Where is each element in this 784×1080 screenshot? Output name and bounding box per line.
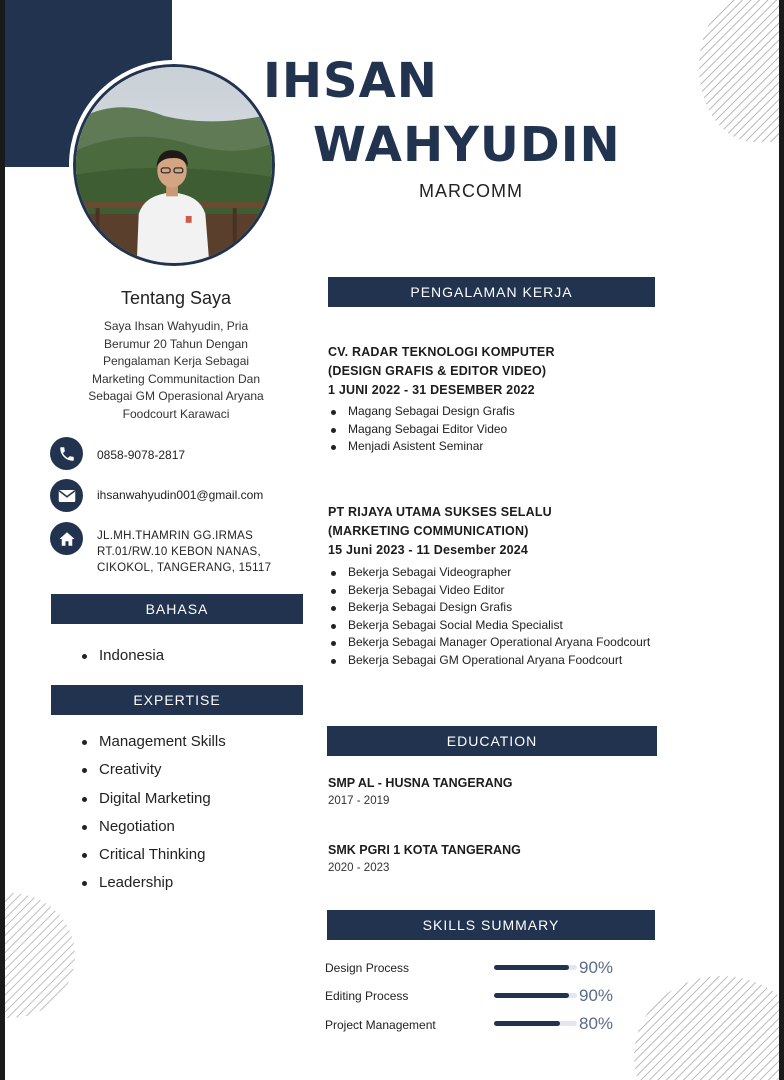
job-company: CV. RADAR TEKNOLOGI KOMPUTER [328, 345, 555, 359]
home-icon [50, 522, 83, 555]
skill-bar [494, 965, 577, 970]
job-duty: Menjadi Asistent Seminar [328, 438, 515, 456]
profile-photo [69, 60, 279, 270]
skill-bar [494, 1021, 577, 1026]
job-company: PT RIJAYA UTAMA SUKSES SELALU [328, 505, 552, 519]
skill-bar-fill [494, 993, 569, 998]
about-line: Pengalaman Kerja Sebagai [102, 354, 250, 368]
address-line: JL.MH.THAMRIN GG.IRMAS [97, 530, 254, 542]
email-address: ihsanwahyudin001@gmail.com [97, 488, 264, 502]
job-duties-list [328, 564, 650, 669]
job-position: (MARKETING COMMUNICATION) [328, 524, 529, 538]
skill-bar-fill [494, 1021, 560, 1026]
hatched-circle-decoration [5, 893, 75, 1018]
phone-number: 0858-9078-2817 [97, 448, 186, 462]
job-header [328, 503, 552, 560]
skill-bar [494, 993, 577, 998]
education-years: 2017 - 2019 [328, 795, 390, 807]
about-line: Sebagai GM Operasional Aryana [88, 389, 264, 403]
job-position: (DESIGN GRAFIS & EDITOR VIDEO) [328, 364, 547, 378]
skill-label: Editing Process [325, 989, 409, 1003]
job-duty: Bekerja Sebagai Videographer [328, 564, 650, 582]
job-header [328, 343, 555, 400]
language-section-header: BAHASA [51, 594, 303, 624]
job-duty: Bekerja Sebagai Manager Operational Aryana Foodcourt [328, 634, 650, 652]
about-text [51, 318, 301, 423]
profile-photo-image [76, 67, 272, 263]
skill-label: Project Management [325, 1018, 436, 1032]
job-period: 1 JUNI 2022 - 31 DESEMBER 2022 [328, 383, 535, 397]
education-years: 2020 - 2023 [328, 862, 390, 874]
expertise-item: Negotiation [79, 813, 226, 841]
resume-page [5, 0, 779, 1080]
about-line: Foodcourt Karawaci [122, 406, 230, 421]
last-name: WAHYUDIN [313, 117, 621, 173]
about-title: Tentang Saya [120, 288, 232, 308]
job-duty: Bekerja Sebagai Design Grafis [328, 599, 650, 617]
job-duty: Bekerja Sebagai Video Editor [328, 582, 650, 600]
address-line: RT.01/RW.10 KEBON NANAS, [97, 546, 261, 558]
language-item: Indonesia [79, 646, 164, 666]
about-line: Saya Ihsan Wahyudin, Pria [103, 319, 249, 333]
language-list [79, 646, 164, 666]
job-duties-list [328, 403, 515, 456]
job-duty: Magang Sebagai Design Grafis [328, 403, 515, 421]
experience-section-header: PENGALAMAN KERJA [328, 277, 655, 307]
skills-section-header: SKILLS SUMMARY [327, 910, 655, 940]
job-duty: Bekerja Sebagai GM Operational Aryana Foodcourt [328, 652, 650, 670]
job-role: MARCOMM [419, 181, 523, 201]
expertise-section-header: EXPERTISE [51, 685, 303, 715]
hatched-circle-decoration [699, 0, 779, 142]
skill-label: Design Process [325, 961, 410, 975]
address-line: CIKOKOL, TANGERANG, 15117 [97, 562, 272, 574]
skill-percent: 80% [579, 1014, 614, 1033]
expertise-item: Leadership [79, 869, 226, 897]
mail-icon [50, 479, 83, 512]
expertise-item: Management Skills [79, 728, 226, 756]
first-name: IHSAN [263, 53, 438, 109]
about-line: Marketing Communitaction Dan [91, 371, 261, 386]
education-school: SMP AL - HUSNA TANGERANG [328, 776, 513, 790]
expertise-item: Critical Thinking [79, 841, 226, 869]
expertise-item: Creativity [79, 756, 226, 784]
home-address [97, 528, 271, 576]
education-school: SMK PGRI 1 KOTA TANGERANG [328, 843, 521, 857]
skill-percent: 90% [579, 958, 614, 977]
education-section-header: EDUCATION [327, 726, 657, 756]
skill-bar-fill [494, 965, 569, 970]
about-line: Berumur 20 Tahun Dengan [104, 336, 248, 351]
job-period: 15 Juni 2023 - 11 Desember 2024 [328, 543, 529, 557]
expertise-list [79, 728, 226, 898]
job-duty: Bekerja Sebagai Social Media Specialist [328, 617, 650, 635]
skill-percent: 90% [579, 986, 614, 1005]
job-duty: Magang Sebagai Editor Video [328, 421, 515, 439]
hatched-circle-decoration [634, 976, 779, 1080]
expertise-item: Digital Marketing [79, 785, 226, 813]
phone-icon [50, 437, 83, 470]
